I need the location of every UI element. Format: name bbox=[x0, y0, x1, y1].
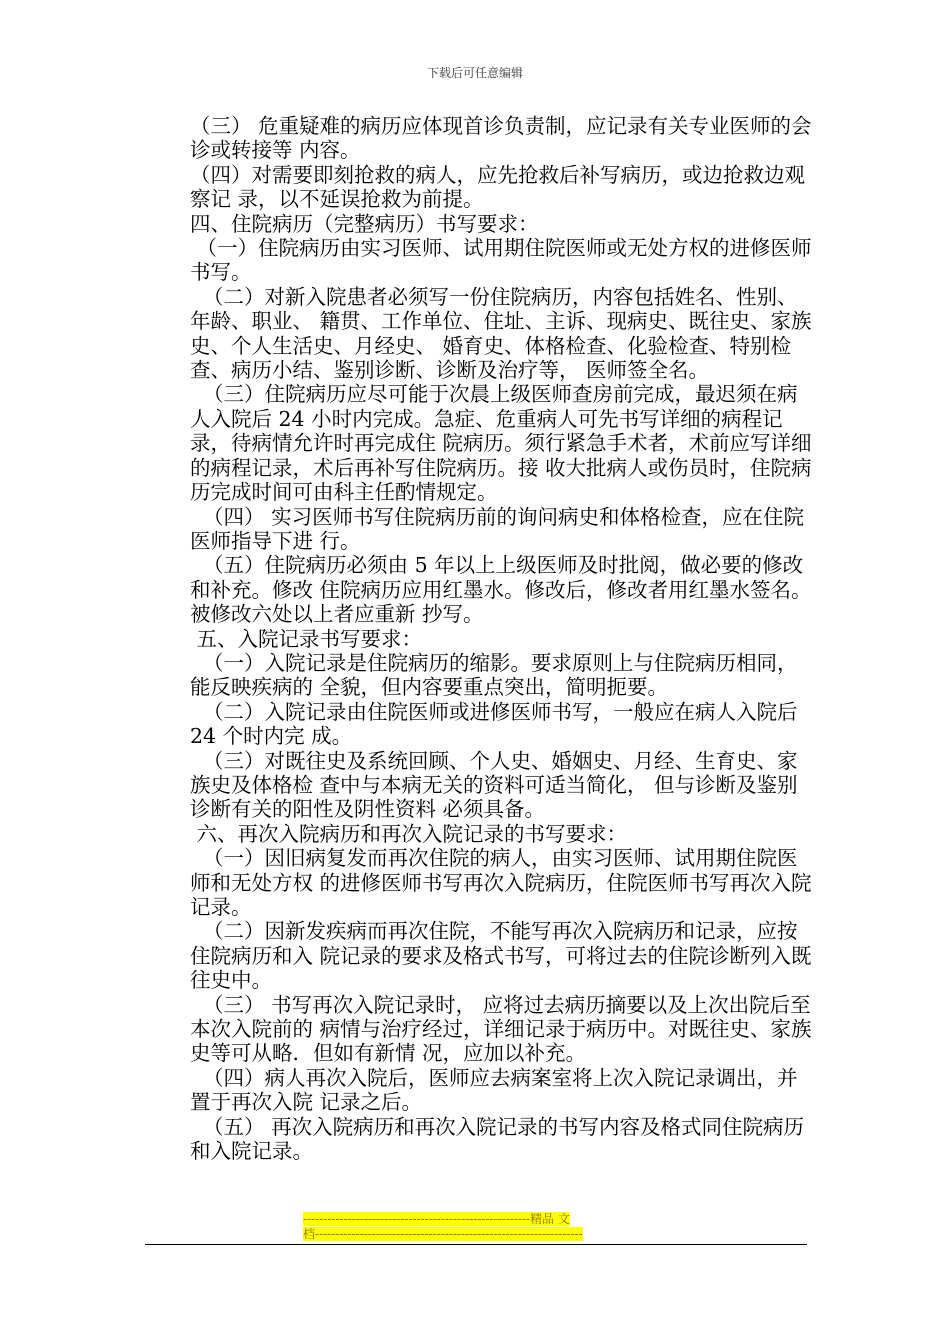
footer-divider bbox=[145, 1244, 807, 1245]
footer-line-2 bbox=[303, 1227, 653, 1242]
section-heading: 五、入院记录书写要求： bbox=[190, 626, 423, 651]
paragraph: （一）入院记录是住院病历的缩影。要求原则上与住院病历相同，能反映疾病的 全貌，但内容要重点突出，简明扼要。 bbox=[190, 650, 798, 700]
paragraph: （三）对既往史及系统回顾、个人史、婚姻史、月经、生育史、家族史及体格检 查中与本病无关的资料可适当简化， 但与诊断及鉴别诊断有关的阳性及阴性资料 必须具备。 bbox=[190, 748, 798, 822]
paragraph: （三） 危重疑难的病历应体现首诊负责制，应记录有关专业医师的会诊或转接等 内容。 bbox=[190, 114, 812, 163]
paragraph: （一）住院病历由实习医师、试用期住院医师或无处方权的进修医师书写。 bbox=[190, 236, 812, 285]
footer-highlight-1: --------------------------------------------------------精品 文 bbox=[303, 1212, 570, 1226]
paragraph: （二）对新入院患者必须写一份住院病历，内容包括姓名、性别、年龄、职业、 籍贯、工作单位、住址、主诉、现病史、既往史、家族史、个人生活史、月经史、 婚育史、体格检查、化验检查、特别检查、病历小结、鉴别诊断、诊断及治疗等， 医师签全名。 bbox=[190, 284, 812, 383]
paragraph: （四）对需要即刻抢救的病人，应先抢救后补写病历，或边抢救边观察记 录，以不延误抢救为前提。 bbox=[190, 162, 805, 212]
paragraph: （五）住院病历必须由 5 年以上上级医师及时批阅，做必要的修改和补充。修改 住院病历应用红墨水。修改后，修改者用红墨水签名。被修改六处以上者应重新 抄写。 bbox=[190, 553, 812, 627]
paragraph: （四） 实习医师书写住院病历前的询问病史和体格检查，应在住院医师指导下进 行。 bbox=[190, 504, 805, 553]
document-body bbox=[190, 114, 814, 1163]
footer-highlight-2: 档------------------------------------------------------------------ bbox=[303, 1227, 583, 1241]
paragraph: （二）因新发疾病而再次住院，不能写再次入院病历和记录，应按住院病历和入 院记录的要求及格式书写，可将过去的住院诊断列入既往史中。 bbox=[190, 919, 812, 993]
section-heading: 四、住院病历（完整病历）书写要求： bbox=[190, 211, 539, 236]
paragraph: （三） 书写再次入院记录时， 应将过去病历摘要以及上次出院后至本次入院前的 病情与治疗经过，详细记录于病历中。对既往史、家族史等可从略．但如有新情 况，应加以补充。 bbox=[190, 992, 812, 1066]
paragraph: （四）病人再次入院后，医师应去病案室将上次入院记录调出，并置于再次入院 记录之后。 bbox=[190, 1065, 798, 1115]
paragraph: （五） 再次入院病历和再次入院记录的书写内容及格式同住院病历和入院记录。 bbox=[190, 1114, 805, 1164]
paragraph: （一）因旧病复发而再次住院的病人，由实习医师、试用期住院医师和无处方权 的进修医师书写再次入院病历，住院医师书写再次入院记录。 bbox=[190, 846, 812, 919]
page-header: 下载后可任意编辑 bbox=[426, 66, 523, 80]
page-footer bbox=[303, 1212, 653, 1242]
section-heading: 六、再次入院病历和再次入院记录的书写要求： bbox=[190, 821, 628, 846]
footer-line-1 bbox=[303, 1212, 653, 1227]
paragraph: （二）入院记录由住院医师或进修医师书写，一般应在病人入院后 24 个时内完 成。 bbox=[190, 699, 805, 749]
paragraph: （三）住院病历应尽可能于次晨上级医师查房前完成，最迟须在病人入院后 24 小时内完成。急症、危重病人可先书写详细的病程记录，待病情允许时再完成住 院病历。须行紧急手术者，术前应写详细的病程记录，术后再补写住院病历。接 收大批病人或伤员时，住院病历完成时间可由科主任酌情规定。 bbox=[190, 382, 812, 505]
